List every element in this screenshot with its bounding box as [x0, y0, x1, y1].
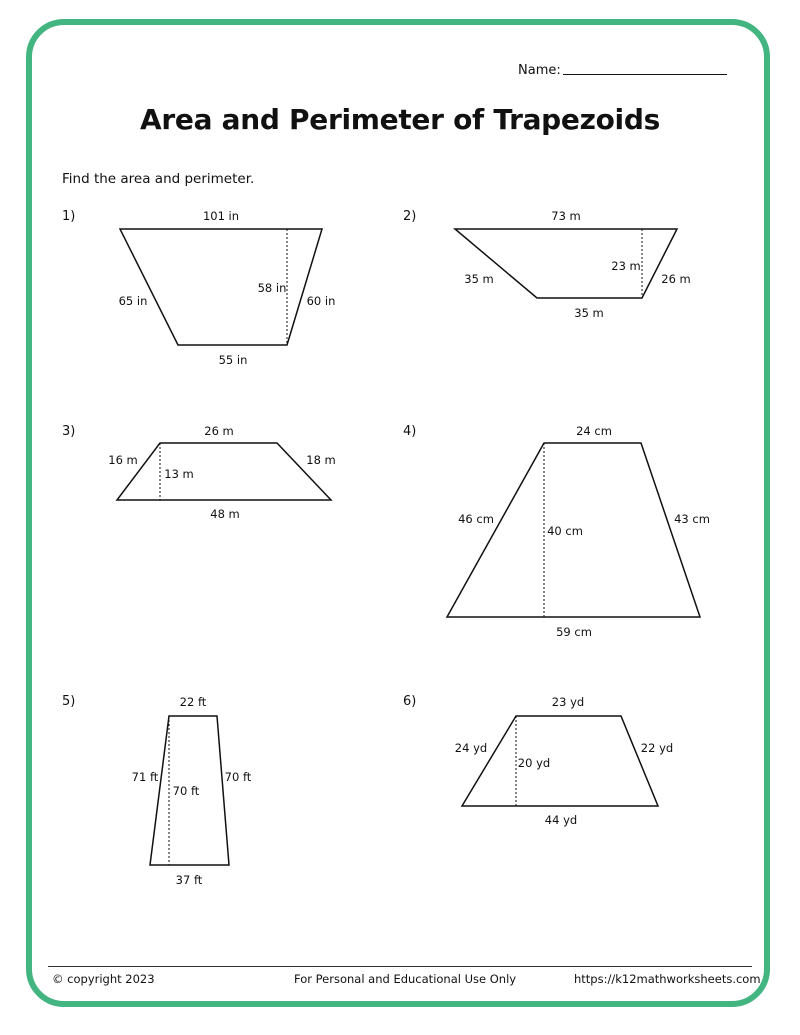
trapezoid-3-shape: [117, 443, 331, 500]
trapezoid-3-left-label: 16 m: [108, 453, 138, 467]
trapezoid-6-left-label: 24 yd: [454, 741, 488, 755]
trapezoid-6-top-label: 23 yd: [551, 695, 585, 709]
trapezoid-6-bottom-label: 44 yd: [544, 813, 578, 827]
trapezoid-4-top-label: 24 cm: [576, 424, 612, 438]
problem-number-2: 2): [403, 209, 417, 224]
instructions: Find the area and perimeter.: [62, 171, 255, 187]
trapezoid-3-height-label: 13 m: [164, 467, 194, 481]
trapezoid-1-height-label: 58 in: [257, 281, 287, 295]
problem-number-1: 1): [62, 209, 76, 224]
trapezoid-5-bottom-label: 37 ft: [175, 873, 203, 887]
trapezoid-5-right-label: 70 ft: [224, 770, 252, 784]
trapezoid-6-height-label: 20 yd: [517, 756, 551, 770]
trapezoid-1: [119, 209, 336, 367]
trapezoid-2-shape: [455, 229, 677, 298]
trapezoid-6-right-label: 22 yd: [640, 741, 674, 755]
trapezoid-3-top-label: 26 m: [204, 424, 234, 438]
trapezoid-2-top-label: 73 m: [551, 209, 581, 223]
trapezoid-1-shape: [120, 229, 322, 345]
trapezoid-5: [132, 695, 252, 887]
problem-number-4: 4): [403, 424, 417, 439]
trapezoid-4-height-label: 40 cm: [547, 524, 583, 538]
trapezoid-6: [455, 695, 673, 827]
trapezoid-3-bottom-label: 48 m: [210, 507, 240, 521]
footer-website-link[interactable]: https://k12mathworksheets.com: [574, 972, 761, 986]
trapezoid-1-top-label: 101 in: [202, 209, 240, 223]
footer-copyright: © copyright 2023: [52, 972, 155, 986]
trapezoid-2: [455, 209, 691, 320]
trapezoid-2-left-label: 35 m: [464, 272, 494, 286]
name-label: Name:: [518, 63, 561, 78]
trapezoid-5-left-label: 71 ft: [131, 770, 159, 784]
footer-notice: For Personal and Educational Use Only: [294, 972, 517, 986]
problem-number-5: 5): [62, 694, 76, 709]
problem-number-3: 3): [62, 424, 76, 439]
trapezoid-2-right-label: 26 m: [661, 272, 691, 286]
trapezoid-6-shape: [462, 716, 658, 806]
worksheet-title: Area and Perimeter of Trapezoids: [140, 103, 660, 136]
trapezoid-5-height-label: 70 ft: [172, 784, 200, 798]
trapezoid-4-right-label: 43 cm: [674, 512, 710, 526]
trapezoid-3: [108, 424, 336, 521]
trapezoid-4-bottom-label: 59 cm: [556, 625, 592, 639]
trapezoid-4: [447, 424, 710, 639]
footer-divider: [48, 966, 752, 967]
trapezoid-3-right-label: 18 m: [306, 453, 336, 467]
trapezoid-2-height-label: 23 m: [611, 259, 641, 273]
trapezoid-1-left-label: 65 in: [118, 294, 148, 308]
trapezoid-5-top-label: 22 ft: [179, 695, 207, 709]
trapezoid-2-bottom-label: 35 m: [574, 306, 604, 320]
trapezoid-1-bottom-label: 55 in: [218, 353, 248, 367]
trapezoid-1-right-label: 60 in: [306, 294, 336, 308]
trapezoid-4-left-label: 46 cm: [458, 512, 494, 526]
problem-number-6: 6): [403, 694, 417, 709]
